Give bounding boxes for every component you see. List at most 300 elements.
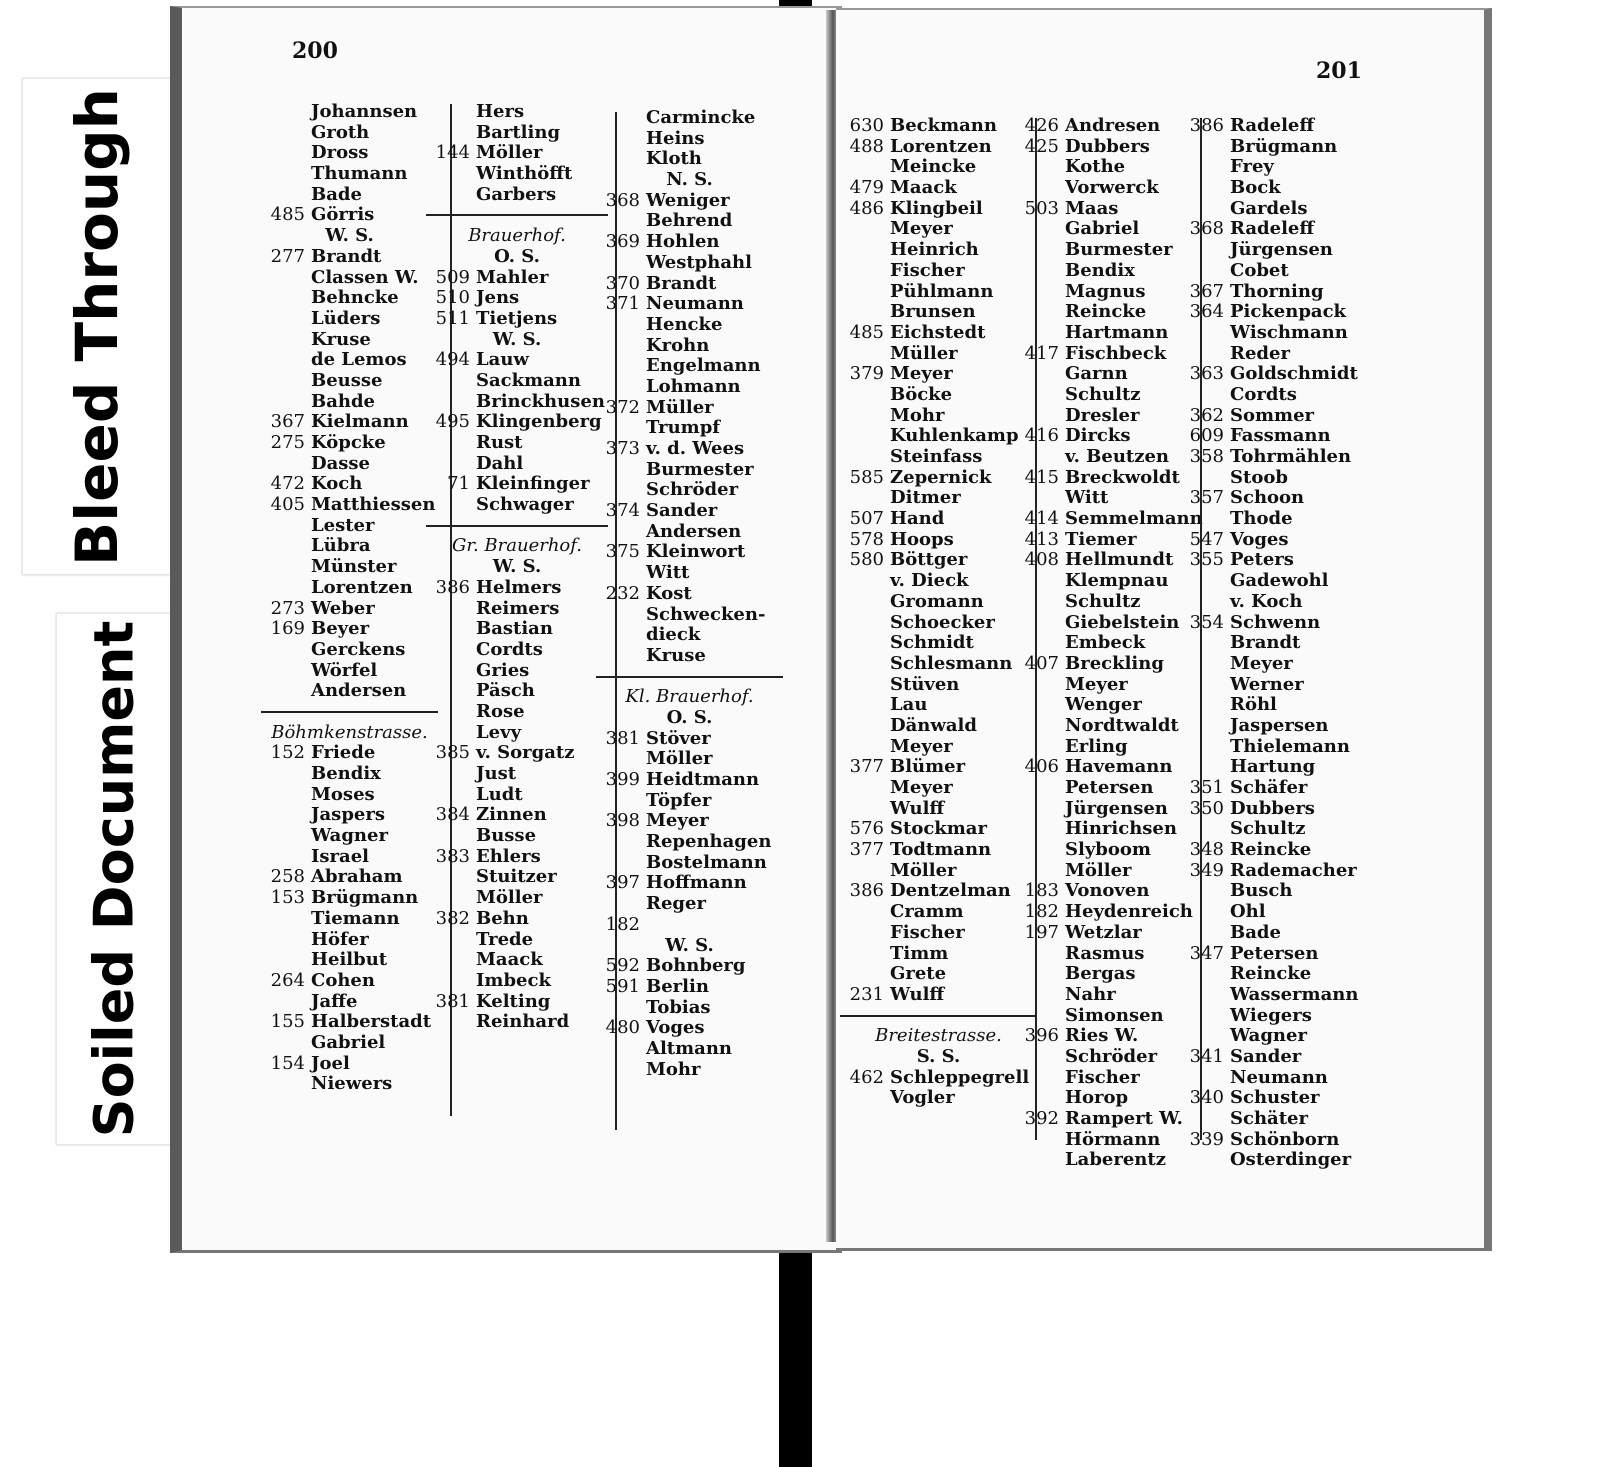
directory-entry [1186,964,1361,985]
directory-entry [432,661,602,682]
directory-entry [267,412,432,433]
directory-entry [1186,426,1361,447]
directory-entry [1186,757,1361,778]
resident-name: Zinnen [476,804,547,826]
resident-name: Höfer [311,928,369,950]
house-number: 363 [1189,363,1224,385]
directory-entry [846,282,1031,303]
directory-entry [1186,675,1361,696]
directory-entry [602,377,777,398]
house-number: 547 [1189,528,1224,550]
resident-name: Petersen [1065,777,1154,798]
directory-entry [846,1068,1031,1089]
house-number: 414 [1024,508,1059,530]
resident-name: Giebelstein [1065,611,1180,633]
resident-name: Jaspers [311,804,385,826]
resident-name: Garnn [1065,363,1128,385]
directory-entry [267,330,432,351]
directory-entry [1186,488,1361,509]
directory-entry [1186,633,1361,654]
resident-name: Münster [311,556,397,578]
street-heading: Gr. Brauerhof. [451,535,583,557]
resident-name: Reger [646,893,706,915]
resident-name: Cordts [476,638,543,660]
resident-name: Magnus [1065,280,1146,302]
resident-name: Cordts [1230,383,1297,405]
directory-entry [1186,1130,1361,1151]
resident-name: Sander [646,500,718,522]
street-heading: Breitestrasse. [875,1025,1002,1047]
resident-name: Joel [311,1052,350,1074]
resident-name: Meincke [890,156,977,178]
directory-entry [602,1018,777,1039]
house-number: 386 [849,880,884,902]
side-heading: O. S. [494,245,540,267]
house-number: 503 [1024,197,1059,219]
directory-entry [1021,1088,1196,1109]
resident-name: Schröder [1065,1045,1158,1067]
directory-entry [432,495,602,516]
directory-entry [846,344,1031,365]
house-number: 341 [1189,1045,1224,1067]
directory-entry [1021,508,1203,530]
directory-entry [846,902,1031,923]
directory-entry [1021,1130,1196,1151]
resident-name: Schwenn [1230,611,1321,633]
resident-name: Päsch [476,680,535,702]
directory-entry [267,350,432,371]
resident-name: Böttger [890,549,968,571]
directory-entry [602,108,777,129]
directory-entry [846,861,1031,882]
directory-entry [432,390,605,413]
directory-entry [846,468,1031,489]
resident-name: Kielmann [311,411,409,433]
directory-entry [1021,426,1196,447]
directory-entry [602,501,777,522]
resident-name: Tiemer [1065,528,1137,550]
resident-name: Berlin [646,975,709,997]
directory-entry [1021,1026,1196,1047]
resident-name: Garbers [476,183,557,205]
resident-name: Heinrich [890,239,979,261]
resident-name: Schmidt [890,632,974,654]
resident-name: Neumann [1230,1066,1328,1088]
house-number: 386 [1189,115,1224,136]
directory-entry [267,785,432,806]
street-heading: Böhmkenstrasse. [271,721,428,743]
directory-entry [1021,923,1196,944]
resident-name: Schäter [1230,1108,1308,1129]
section-rule [602,667,777,688]
resident-name: dieck [646,624,701,646]
directory-entry [1186,716,1361,737]
directory-entry [432,433,602,454]
directory-entry [846,550,1031,571]
directory-entry [846,964,1031,985]
resident-name: Bock [1230,177,1281,199]
directory-entry [846,695,1031,716]
resident-name: Simonsen [1065,1004,1164,1026]
resident-name: Gerckens [311,638,406,660]
directory-entry [267,164,432,185]
resident-name: Friede [311,742,376,764]
directory-entry [846,840,1031,861]
resident-name: Hörmann [1065,1128,1161,1150]
directory-entry [267,619,432,640]
resident-name: Stuitzer [476,866,557,888]
directory-entry [1186,613,1361,634]
directory-entry [432,102,602,123]
directory-entry [1021,406,1196,427]
resident-name: Voges [646,1017,705,1039]
house-number: 392 [1024,1108,1059,1129]
resident-name: Lüders [311,307,381,329]
directory-entry [267,309,432,330]
house-number: 347 [1189,942,1224,964]
directory-entry [432,805,602,826]
directory-entry [267,578,432,599]
resident-name: Kuhlenkamp [890,425,1019,447]
resident-name: Hartmann [1065,321,1169,343]
resident-name: Timm [890,942,949,964]
resident-name: Brandt [646,272,717,294]
house-number: 155 [270,1011,305,1033]
resident-name: Rampert W. [1065,1108,1183,1129]
house-number: 258 [270,866,305,888]
directory-entry [846,633,1031,654]
resident-name: Fischer [1065,1066,1140,1088]
house-number: 472 [270,473,305,495]
directory-entry [432,702,602,723]
house-number: 348 [1189,839,1224,861]
directory-entry [432,826,602,847]
directory-entry [1186,881,1361,902]
directory-entry [1021,1150,1196,1171]
directory-entry [1021,799,1196,820]
resident-name: Reinhard [476,1011,570,1033]
directory-entry [846,654,1031,675]
house-number: 153 [270,887,305,909]
directory-entry [846,323,1031,344]
resident-name: Schoon [1230,487,1305,509]
directory-entry [267,268,432,289]
resident-name: Kleinwort [646,541,746,563]
directory-entry [1021,468,1196,489]
directory-entry [432,309,602,330]
directory-entry [267,805,432,826]
resident-name: Gries [476,659,530,681]
directory-entry [432,723,602,744]
directory-entry [1186,406,1361,427]
resident-name: Horop [1065,1087,1129,1109]
directory-entry [432,599,602,620]
resident-name: Maack [476,949,543,971]
resident-name: Ehlers [476,845,541,867]
directory-entry [1021,137,1196,158]
resident-name: Hoops [890,528,954,550]
resident-name: v. Dieck [890,570,969,592]
resident-name: Dross [311,142,369,164]
resident-name: Weniger [646,189,730,211]
directory-entry [1021,695,1196,716]
resident-name: Bostelmann [646,851,767,873]
resident-name: Dentzelman [890,880,1011,902]
resident-name: Hohlen [646,231,720,253]
directory-entry [432,971,602,992]
resident-name: Wenger [1065,694,1142,716]
resident-name: Grete [890,963,947,985]
resident-name: Pühlmann [890,280,994,302]
resident-name: Andresen [1065,115,1161,136]
directory-entry [846,737,1031,758]
directory-entry [1186,840,1361,861]
resident-name: Bohnberg [646,955,746,977]
directory-entry [1186,923,1361,944]
side-heading: O. S. [666,706,713,728]
house-number: 578 [849,528,884,550]
bleed-through-text: Bleed Through [63,87,131,566]
resident-name: Rademacher [1230,859,1357,881]
directory-entry [1186,178,1361,199]
resident-name: Dresler [1065,404,1140,426]
directory-entry [1021,1068,1196,1089]
directory-entry [1021,737,1196,758]
directory-entry [267,536,432,557]
resident-name: Havemann [1065,756,1173,778]
house-number: 399 [605,769,640,790]
directory-entry [267,516,432,537]
directory-entry [1021,1006,1196,1027]
resident-name: Neumann [646,293,744,315]
house-number: 375 [605,541,640,563]
house-number: 351 [1189,777,1224,798]
house-number: 275 [270,432,305,453]
resident-name: Brügmann [1230,135,1338,157]
directory-entry [846,406,1031,427]
resident-name: Heidtmann [646,769,760,790]
side-heading: W. S. [492,328,542,350]
resident-name: Ludt [476,783,523,805]
directory-entry [267,1074,432,1095]
resident-name: Heins [646,127,705,149]
directory-entry [1186,447,1361,468]
house-number: 396 [1024,1025,1059,1047]
resident-name: Abraham [311,866,403,888]
resident-name: Heilbut [311,949,388,971]
house-number: 377 [849,756,884,778]
resident-name: Lorentzen [311,576,413,598]
directory-entry [1186,571,1361,592]
directory-entry [1021,261,1196,282]
house-number: 591 [605,975,640,997]
resident-name: Westphahl [646,251,752,273]
resident-name: Mohr [646,1058,701,1080]
house-number: 585 [849,466,884,488]
house-number: 415 [1024,466,1059,488]
directory-entry [267,392,432,413]
house-number: 413 [1024,528,1059,550]
resident-name: Ries W. [1065,1025,1139,1047]
resident-name: Bendix [1065,259,1135,281]
resident-name: Altmann [646,1037,733,1059]
directory-entry [846,219,1031,240]
house-number: 609 [1189,425,1224,447]
house-number: 371 [605,293,640,315]
resident-name: Nahr [1065,983,1116,1005]
house-number: 339 [1189,1128,1224,1150]
directory-entry [846,881,1031,902]
resident-name: Schönborn [1230,1128,1340,1150]
resident-name: Hencke [646,313,723,335]
directory-entry [602,253,777,274]
resident-name: Carmincke [646,107,756,128]
resident-name: Stöver [646,727,711,749]
directory-entry [1021,550,1196,571]
directory-entry [432,474,602,495]
directory-entry [602,232,777,253]
directory-entry [1186,550,1361,571]
resident-name: Hinrichsen [1065,818,1177,840]
resident-name: Dubbers [1065,135,1150,157]
resident-name: Behncke [311,287,399,309]
resident-name: Bergas [1065,963,1136,985]
directory-entry [846,240,1031,261]
resident-name: Zepernick [890,466,992,488]
resident-name: Wulff [890,797,945,819]
resident-name: Groth [311,121,370,143]
directory-entry [1186,737,1361,758]
directory-entry [602,149,777,170]
resident-name: Dubbers [1230,797,1315,819]
directory-entry [1186,530,1361,551]
directory-entry [1186,364,1361,385]
directory-entry [602,211,777,232]
resident-name: Helmers [476,576,562,598]
resident-name: Wetzlar [1065,921,1142,943]
directory-entry [1186,944,1361,965]
resident-name: Laberentz [1065,1149,1166,1171]
directory-entry [432,764,602,785]
directory-entry [267,950,432,971]
resident-name: v. Beutzen [1065,446,1170,467]
directory-entry [267,847,432,868]
resident-name: Meyer [1230,652,1293,674]
directory-entry [267,371,432,392]
directory-entry [267,992,432,1013]
directory-entry [1186,819,1361,840]
resident-name: Kruse [646,644,706,666]
resident-name: Behrend [646,210,733,232]
directory-entry [267,288,432,309]
directory-entry [1186,302,1361,323]
resident-name: Vonoven [1065,880,1150,902]
directory-entry [602,749,777,770]
resident-name: Töpfer [646,789,712,811]
directory-entry [1021,654,1196,675]
house-number: 485 [270,204,305,226]
resident-name: Witt [1065,487,1109,509]
directory-entry [432,785,602,806]
resident-name: Tohrmählen [1230,446,1352,467]
resident-name: Vorwerck [1065,177,1159,199]
directory-entry [432,454,602,475]
resident-name: Wassermann [1230,983,1359,1005]
directory-entry [1186,323,1361,344]
directory-entry [1186,799,1361,820]
house-number: 273 [270,597,305,619]
resident-name: Dahl [476,452,524,474]
house-number: 405 [270,494,305,516]
directory-entry [1021,116,1196,137]
directory-entry [846,716,1031,737]
house-number: 154 [270,1052,305,1074]
house-number: 373 [605,438,640,459]
directory-entry [1186,654,1361,675]
directory-entry [846,157,1031,178]
resident-name: Reimers [476,597,560,619]
directory-entry [432,992,602,1013]
resident-name: Meyer [890,218,953,240]
left-page [170,6,842,1253]
resident-name: Dasse [311,452,370,474]
resident-name: Möller [476,887,543,909]
directory-entry [602,894,777,915]
directory-entry [267,764,432,785]
resident-name: Cohen [311,969,375,991]
resident-name: Breckling [1065,652,1164,674]
house-number: 364 [1189,301,1224,323]
house-number: 362 [1189,404,1224,426]
resident-name: Schäfer [1230,777,1308,798]
resident-name: Lübra [311,535,371,557]
resident-name: Mohr [890,404,945,426]
house-number: 509 [435,266,470,288]
directory-entry [432,743,602,764]
resident-name: Engelmann [646,355,761,377]
resident-name: Wiegers [1230,1004,1312,1026]
house-number: 507 [849,508,884,530]
street-heading: Kl. Brauerhof. [625,686,754,708]
resident-name: Schultz [1065,383,1141,405]
resident-name: Maack [890,177,957,199]
directory-entry [846,426,1031,447]
directory-entry [602,811,777,832]
resident-name: Werner [1230,673,1304,695]
directory-entry [1021,902,1196,923]
directory-entry [1021,344,1196,365]
resident-name: Maas [1065,197,1119,219]
directory-entry [602,956,777,977]
resident-name: Gabriel [311,1031,386,1053]
resident-name: Steinfass [890,446,983,467]
resident-name: Blümer [890,756,966,778]
house-number: 408 [1024,549,1059,571]
directory-entry [432,164,602,185]
directory-entry [602,418,777,439]
directory-entry [267,454,432,475]
resident-name: Stoob [1230,466,1288,488]
resident-name: Breckwoldt [1065,466,1180,488]
directory-entry [267,640,432,661]
resident-name: Müller [646,396,714,418]
resident-name: Andersen [311,680,407,702]
directory-entry [267,743,432,764]
resident-name: Jürgensen [1065,797,1168,819]
directory-entry [602,605,777,626]
resident-name: Tiemann [311,907,400,929]
house-number: 592 [605,955,640,977]
